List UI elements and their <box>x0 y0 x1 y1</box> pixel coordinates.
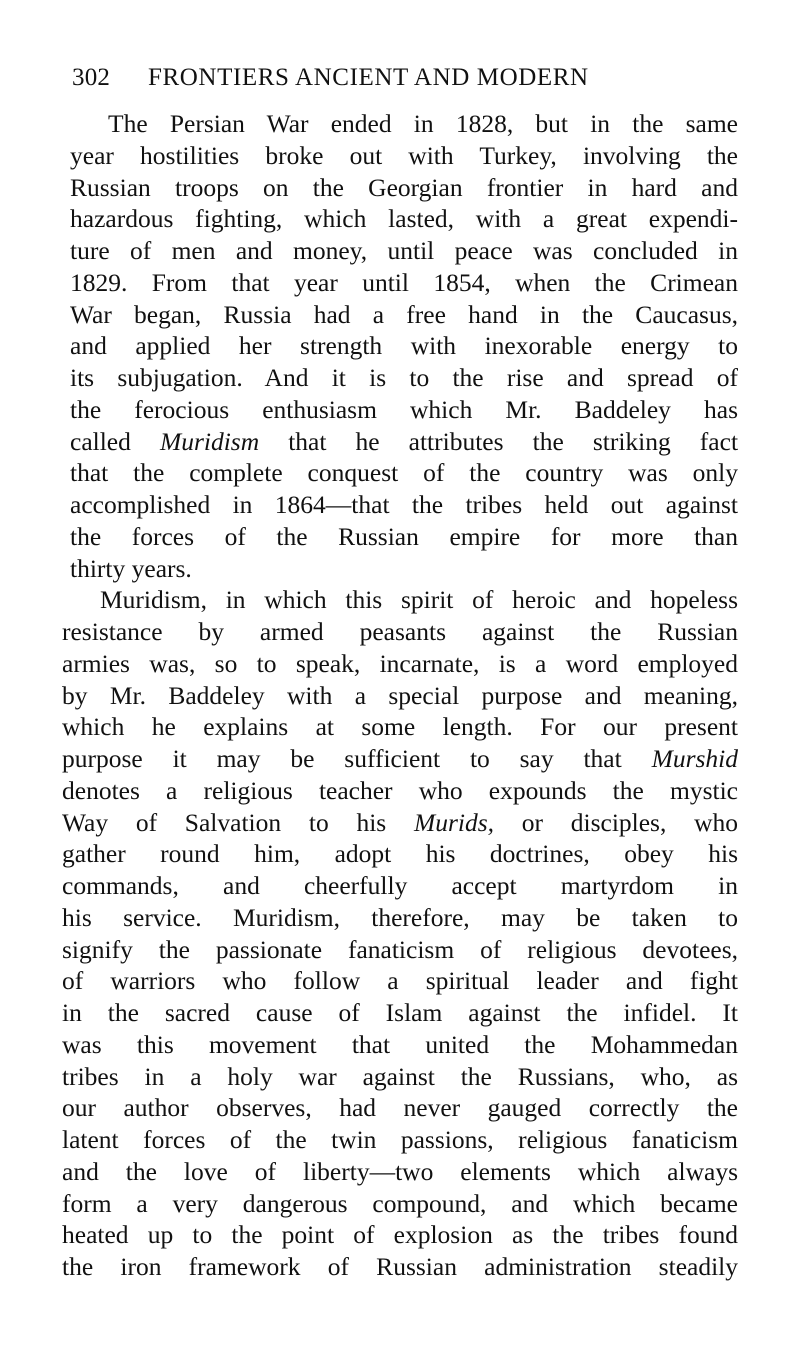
book-page <box>62 58 738 1283</box>
page-number: 302 <box>72 64 111 91</box>
text-line: War began, Russia had a free hand in the Caucasus, <box>70 299 738 329</box>
italic-term-murids: Murids, <box>413 807 495 837</box>
text-line: accomplished in 1864—that the tribes held out against <box>70 490 738 519</box>
italic-term-murshid: Murshid <box>651 744 738 773</box>
text-line: hazardous fighting, which lasted, with a great expendi- <box>70 204 738 234</box>
text-line: signify the passionate fanaticism of religious devotees, <box>62 934 738 964</box>
text-line: which he explains at some length. For our present <box>62 712 738 742</box>
text-line: our author observes, had never gauged correctly the <box>62 1093 738 1123</box>
running-head <box>62 58 738 98</box>
text-line: the ferocious enthusiasm which Mr. Baddeley has <box>70 394 738 424</box>
line-start: Way of Salvation to his <box>62 807 387 837</box>
text-line-with-italic <box>62 807 738 839</box>
text-line: Russian troops on the Georgian frontier in hard and <box>70 172 738 202</box>
text-line: 1829. From that year until 1854, when the Crimean <box>70 267 738 297</box>
line-start: purpose it may be sufficient to say that <box>62 744 622 773</box>
text-line: form a very dangerous compound, and which became <box>62 1188 738 1218</box>
text-line: the forces of the Russian empire for more than <box>70 521 738 551</box>
text-line: gather round him, adopt his doctrines, obey his <box>62 839 738 869</box>
text-line-with-italic <box>62 426 738 458</box>
text-line: of warriors who follow a spiritual leader and fight <box>62 966 738 996</box>
text-line: its subjugation. And it is to the rise and spread of <box>70 363 738 392</box>
text-line: his service. Muridism, therefore, may be taken to <box>62 902 738 932</box>
running-title: FRONTIERS ANCIENT AND MODERN <box>148 64 589 91</box>
text-line: resistance by armed peasants against the Russian <box>62 617 738 646</box>
text-line: in the sacred cause of Islam against the infidel. It <box>62 998 738 1027</box>
text-line: The Persian War ended in 1828, but in the same <box>108 109 738 138</box>
text-line: and applied her strength with inexorable energy to <box>70 331 738 361</box>
text-line: latent forces of the twin passions, religious fanaticism <box>62 1125 738 1154</box>
text-line: Muridism, in which this spirit of heroic and hopeless <box>100 585 738 615</box>
line-start: called <box>70 426 131 456</box>
line-end: or disciples, who <box>521 807 738 837</box>
text-line: armies was, so to speak, incarnate, is a word employed <box>62 648 738 678</box>
text-line: was this movement that united the Mohammedan <box>62 1029 738 1059</box>
text-line: thirty years. <box>70 553 192 583</box>
text-line: ture of men and money, until peace was concluded in <box>70 236 738 265</box>
text-line: by Mr. Baddeley with a special purpose and meaning, <box>62 680 738 710</box>
text-line: and the love of liberty—two elements which always <box>62 1156 738 1186</box>
text-line-with-italic <box>62 743 738 775</box>
body-text <box>62 108 738 1283</box>
text-line: commands, and cheerfully accept martyrdom in <box>62 871 738 900</box>
text-line: that the complete conquest of the country was only <box>70 458 738 488</box>
italic-term-muridism: Muridism <box>159 426 260 456</box>
text-line: the iron framework of Russian administration steadily <box>62 1252 738 1281</box>
text-line: denotes a religious teacher who expounds the mystic <box>62 775 738 805</box>
text-line: heated up to the point of explosion as the tribes found <box>62 1220 738 1250</box>
text-line: tribes in a holy war against the Russians, who, as <box>62 1061 738 1091</box>
line-end: that he attributes the striking fact <box>288 426 738 456</box>
text-line: year hostilities broke out with Turkey, involving the <box>70 140 738 170</box>
